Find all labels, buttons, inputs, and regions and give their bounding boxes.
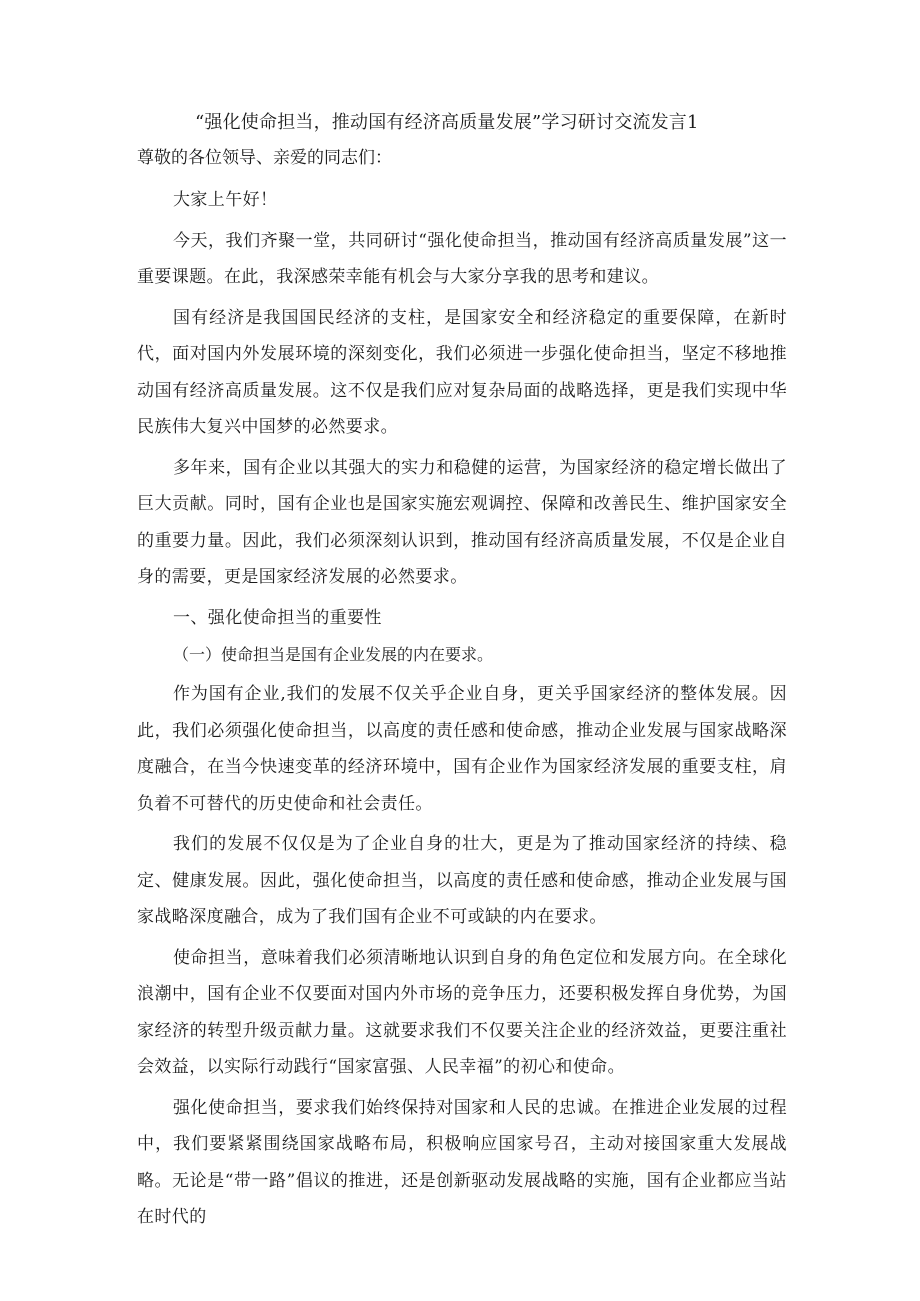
paragraph: 今天，我们齐聚一堂，共同研讨“强化使命担当，推动国有经济高质量发展”这一重要课题。在此，我深感荣幸能有机会与大家分享我的思考和建议。 bbox=[137, 230, 787, 287]
paragraph: 作为国有企业,我们的发展不仅关乎企业自身，更关乎国家经济的整体发展。因此，我们必须强化使命担当，以高度的责任感和使命感，推动企业发展与国家战略深度融合，在当今快速变革的经济环境中，国有企业作为国家经济发展的重要支柱，肩负着不可替代的历史使命和社会责任。 bbox=[137, 684, 787, 814]
subsection-heading: （一）使命担当是国有企业发展的内在要求。 bbox=[173, 645, 494, 664]
paragraph: 国有经济是我国国民经济的支柱，是国家安全和经济稳定的重要保障，在新时代，面对国内外发展环境的深刻变化，我们必须进一步强化使命担当，坚定不移地推动国有经济高质量发展。这不仅是我们应对复杂局面的战略选择，更是我们实现中华民族伟大复兴中国梦的必然要求。 bbox=[137, 307, 787, 437]
document-body bbox=[137, 110, 787, 1236]
document-title: “强化使命担当，推动国有经济高质量发展”学习研讨交流发言1 bbox=[195, 112, 699, 133]
paragraph: 我们的发展不仅仅是为了企业自身的壮大，更是为了推动国家经济的持续、稳定、健康发展。因此，强化使命担当，以高度的责任感和使命感，推动企业发展与国家战略深度融合，成为了我们国有企业不可或缺的内在要求。 bbox=[137, 834, 787, 927]
greeting: 大家上午好！ bbox=[173, 190, 278, 210]
salutation: 尊敬的各位领导、亲爱的同志们： bbox=[137, 148, 392, 168]
paragraph: 使命担当，意味着我们必须清晰地认识到自身的角色定位和发展方向。在全球化浪潮中，国有企业不仅要面对国内外市场的竞争压力，还要积极发挥自身优势，为国家经济的转型升级贡献力量。这就要求我们不仅要关注企业的经济效益，更要注重社会效益，以实际行动践行“国家富强、人民幸福”的初心和使命。 bbox=[137, 947, 787, 1077]
paragraph: 强化使命担当，要求我们始终保持对国家和人民的忠诚。在推进企业发展的过程中，我们要紧紧围绕国家战略布局，积极响应国家号召，主动对接国家重大发展战略。无论是“带一路”倡议的推进，还是创新驱动发展战略的实施，国有企业都应当站在时代的 bbox=[137, 1097, 787, 1227]
paragraph: 多年来，国有企业以其强大的实力和稳健的运营，为国家经济的稳定增长做出了巨大贡献。同时，国有企业也是国家实施宏观调控、保障和改善民生、维护国家安全的重要力量。因此，我们必须深刻认识到，推动国有经济高质量发展，不仅是企业自身的需要，更是国家经济发展的必然要求。 bbox=[137, 457, 787, 587]
section-heading: 一、强化使命担当的重要性 bbox=[173, 607, 382, 628]
